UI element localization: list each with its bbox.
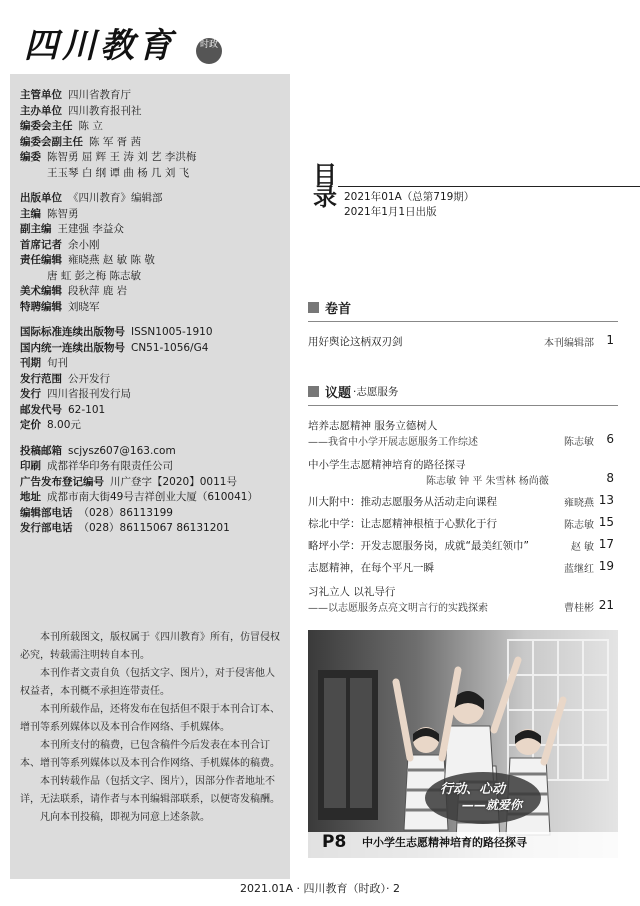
entry-author: 雍晓燕 — [564, 498, 594, 509]
entry-page: 17 — [598, 537, 614, 551]
entry-subtitle: ——以志愿服务点亮文明言行的实践探索 — [308, 603, 488, 614]
credit-label: 地址 — [20, 491, 41, 503]
credit-row — [20, 490, 282, 506]
entry-author: 赵 敏 — [570, 542, 594, 553]
credit-value: 成都祥华印务有限责任公司 — [47, 460, 173, 472]
credit-label: 美术编辑 — [20, 285, 62, 297]
credit-label: 邮发代号 — [20, 403, 62, 416]
square-bullet-icon — [308, 302, 319, 313]
credit-row — [20, 269, 282, 285]
entry-author: 陈志敏 — [564, 437, 594, 448]
publish-date: 2021年1月1日出版 — [344, 206, 437, 218]
credit-row — [20, 135, 282, 151]
credit-value: 四川省报刊发行局 — [47, 388, 131, 400]
credit-row — [20, 506, 282, 522]
photo-caption: 中小学生志愿精神培育的路径探寻 — [362, 836, 527, 849]
entry-title: 志愿精神，在每个平凡一瞬 — [308, 562, 434, 574]
credit-label: 发行 — [20, 388, 41, 400]
feature-photo[interactable] — [308, 630, 618, 858]
credit-label: 特聘编辑 — [20, 300, 62, 313]
masthead-badge: 时政 — [196, 38, 222, 64]
credit-row — [20, 341, 282, 357]
credit-label: 国内统一连续出版物号 — [20, 341, 125, 354]
credit-value: 陈 立 — [78, 120, 103, 132]
entry-page: 6 — [606, 432, 614, 446]
students-photo-illustration — [308, 630, 618, 858]
credit-row — [20, 325, 282, 341]
credit-label: 国际标准连续出版物号 — [20, 326, 125, 338]
credit-label: 编委会主任 — [20, 120, 73, 132]
entry-page: 13 — [598, 493, 614, 507]
entry-title: 略坪小学：开发志愿服务岗，成就“最美红领巾” — [308, 540, 529, 552]
toc-title: 目录 — [313, 160, 337, 211]
entry-title: 棕北中学：让志愿精神根植于心默化于行 — [308, 518, 497, 530]
credit-row — [20, 253, 282, 269]
notice-paragraph: 本刊转载作品（包括文字、图片），因部分作者地址不详，无法联系，请作者与本刊编辑部联系，以便寄发稿酬。 — [20, 776, 280, 805]
credit-row — [20, 191, 282, 207]
credit-value: 四川教育报刊社 — [68, 104, 142, 117]
notice-paragraph: 本刊所支付的稿费，已包含稿件今后发表在本刊合订本、增刊等系列媒体以及本刊合作网络、手机媒体的稿费。 — [20, 740, 280, 769]
credit-value: 8.00元 — [47, 419, 81, 431]
copyright-notice — [20, 629, 282, 827]
entry-title: 习礼立人 以礼导行 — [308, 586, 396, 598]
entry-author: 陈志敏 — [564, 520, 594, 531]
credit-value: 《四川教育》编辑部 — [68, 192, 163, 204]
entry-title: 培养志愿精神 服务立德树人 — [308, 420, 438, 432]
credit-value: 雍晓燕 赵 敏 陈 敬 — [68, 254, 155, 266]
credit-value: 段秋萍 鹿 岩 — [68, 285, 128, 297]
credit-row — [20, 459, 282, 475]
credit-label: 定价 — [20, 419, 41, 431]
section-divider — [308, 405, 618, 406]
credit-label: 广告发布登记编号 — [20, 475, 104, 488]
credit-label: 编辑部电话 — [20, 506, 73, 519]
entry-page: 15 — [598, 515, 614, 529]
credit-value: 王建强 李益众 — [57, 223, 124, 235]
credit-value: 川广登字【2020】0011号 — [110, 475, 237, 488]
credit-row — [20, 387, 282, 403]
section-header-juanshou — [308, 298, 618, 322]
credit-value: ISSN1005-1910 — [131, 326, 213, 338]
credit-value: 成都市南大街49号吉祥创业大厦（610041） — [47, 491, 258, 503]
entry-author: 曹桂彬 — [564, 603, 594, 614]
credit-row — [20, 356, 282, 372]
toc-divider — [338, 186, 640, 187]
credit-value: （028）86115067 86131201 — [78, 522, 230, 534]
credit-value: CN51-1056/G4 — [131, 341, 209, 354]
credit-label: 出版单位 — [20, 192, 62, 204]
credit-row — [20, 88, 282, 104]
issue-number: 2021年01A（总第719期） — [344, 191, 475, 203]
credit-label: 发行部电话 — [20, 522, 73, 534]
credit-row — [20, 166, 282, 182]
entry-page: 19 — [598, 559, 614, 573]
credit-value: 陈智勇 屈 辉 王 涛 刘 艺 李洪梅 — [47, 151, 197, 163]
notice-paragraph: 本刊作者文责自负（包括文字、图片），对于侵害他人权益者，本刊概不承担连带责任。 — [20, 668, 275, 697]
photo-slogan-sub: ——就爱你 — [462, 798, 523, 812]
section-subtitle: ·志愿服务 — [353, 386, 399, 398]
entry-authors: 陈志敏 钟 平 朱雪林 杨尚薇 — [426, 476, 549, 487]
credit-label: 主编 — [20, 207, 41, 220]
notice-paragraph: 凡向本刊投稿，即视为同意上述条款。 — [40, 812, 210, 823]
entry-title: 川大附中：推动志愿服务从活动走向课程 — [308, 496, 497, 508]
credit-value: 旬刊 — [47, 357, 68, 369]
section-divider — [308, 321, 618, 322]
credit-label: 刊期 — [20, 357, 41, 369]
credit-label: 首席记者 — [20, 238, 62, 251]
credit-row — [20, 150, 282, 166]
credit-row — [20, 444, 282, 460]
credit-label: 投稿邮箱 — [20, 444, 62, 457]
credit-value: 62-101 — [68, 403, 106, 416]
credit-label: 副主编 — [20, 223, 52, 235]
credit-label: 编委 — [20, 151, 41, 163]
credits-list — [20, 88, 282, 537]
credit-label: 责任编辑 — [20, 254, 62, 266]
credit-row — [20, 372, 282, 388]
credit-row — [20, 475, 282, 491]
credit-row — [20, 300, 282, 316]
entry-author: 本刊编辑部 — [544, 338, 594, 349]
photo-page-label: P8 — [322, 832, 347, 852]
credit-value: 唐 虹 彭之梅 陈志敏 — [47, 269, 142, 282]
credit-label: 印刷 — [20, 460, 41, 472]
credit-row — [20, 403, 282, 419]
page-footer: 2021.01A · 四川教育（时政）· 2 — [240, 882, 400, 895]
entry-title: 用好舆论这柄双刃剑 — [308, 336, 403, 348]
credit-value: 四川省教育厅 — [68, 89, 131, 101]
credit-label: 编委会副主任 — [20, 135, 83, 148]
entry-subtitle: ——我省中小学开展志愿服务工作综述 — [308, 437, 478, 448]
notice-paragraph: 本刊所载作品，还将发布在包括但不限于本刊合订本、增刊等系列媒体以及本刊合作网络、手机媒体。 — [20, 704, 280, 733]
photo-slogan: 行动、心动 — [440, 782, 506, 797]
section-header-yiti — [308, 382, 618, 406]
credit-row — [20, 119, 282, 135]
section-title: 卷首 — [325, 302, 352, 317]
credit-value: 公开发行 — [68, 372, 110, 385]
credit-label: 主办单位 — [20, 104, 62, 117]
credit-row — [20, 207, 282, 223]
credit-row — [20, 104, 282, 120]
entry-page: 1 — [606, 333, 614, 347]
credit-value: （028）86113199 — [78, 506, 173, 519]
credit-row — [20, 238, 282, 254]
section-title: 议题 — [325, 386, 352, 401]
credit-label: 主管单位 — [20, 89, 62, 101]
entry-title: 中小学生志愿精神培育的路径探寻 — [308, 459, 466, 471]
credit-value: 王玉琴 白 纲 谭 曲 杨 几 刘 飞 — [47, 166, 190, 179]
credit-value: 陈 军 胥 茜 — [89, 135, 142, 148]
credit-row — [20, 521, 282, 537]
entry-author: 蓝继红 — [564, 564, 594, 575]
credit-value: 刘晓军 — [68, 300, 100, 313]
credit-value: 余小刚 — [68, 238, 100, 251]
credit-value: 陈智勇 — [47, 207, 79, 220]
issue-info — [344, 190, 474, 220]
credit-value: scjysz607@163.com — [68, 444, 176, 457]
square-bullet-icon — [308, 386, 319, 397]
credit-row — [20, 284, 282, 300]
notice-paragraph: 本刊所载图文，版权属于《四川教育》所有，仿冒侵权必究，转载需注明转自本刊。 — [20, 632, 280, 661]
credit-row — [20, 418, 282, 434]
credit-row — [20, 222, 282, 238]
entry-page: 8 — [606, 471, 614, 485]
credit-label: 发行范围 — [20, 372, 62, 385]
entry-page: 21 — [598, 598, 614, 612]
masthead-title: 四川教育 — [24, 26, 176, 66]
